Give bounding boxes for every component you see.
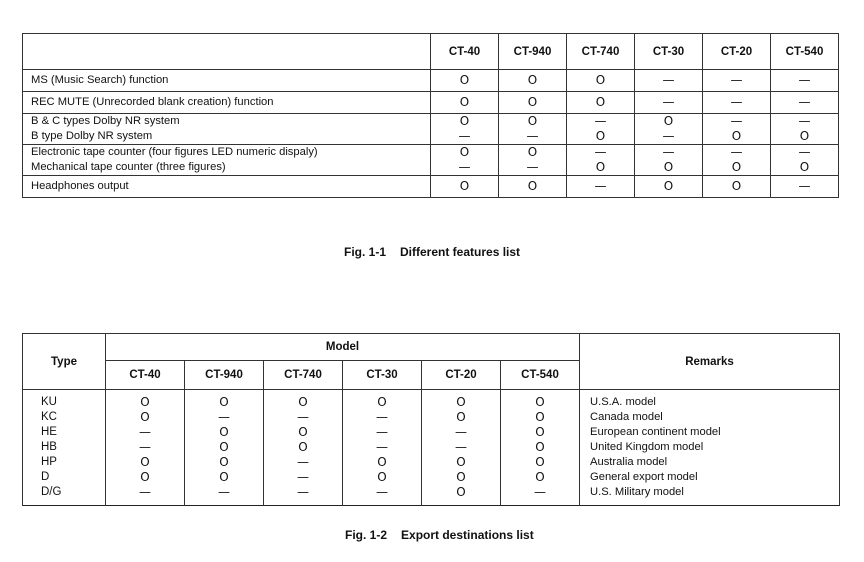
destination-type: HP xyxy=(41,456,57,468)
feature-row xyxy=(23,70,839,92)
feature-row xyxy=(23,176,839,198)
destination-mark: O xyxy=(456,485,466,499)
export-table xyxy=(22,333,840,506)
destination-mark: O xyxy=(219,425,229,439)
destination-mark: — xyxy=(218,485,230,499)
feature-mark: O xyxy=(459,95,470,109)
model-column xyxy=(106,390,185,506)
model-header: CT-40 xyxy=(431,34,499,70)
feature-mark-cell xyxy=(703,92,771,114)
destination-remark: European continent model xyxy=(590,426,721,438)
model-group-header: Model xyxy=(106,334,580,361)
feature-mark: — xyxy=(798,114,811,128)
feature-mark-cell xyxy=(431,145,499,176)
export-body xyxy=(23,390,840,506)
features-header-row xyxy=(23,34,839,70)
features-caption-number: Fig. 1-1 xyxy=(344,245,387,259)
destination-remark: U.S.A. model xyxy=(590,396,656,408)
feature-label: B type Dolby NR system xyxy=(31,130,153,142)
destination-mark: — xyxy=(139,485,151,499)
feature-mark: — xyxy=(730,114,743,128)
remarks-header: Remarks xyxy=(580,334,840,390)
destination-mark: — xyxy=(455,425,467,439)
feature-mark: — xyxy=(594,179,607,193)
feature-mark: O xyxy=(459,73,470,87)
feature-mark: O xyxy=(527,95,538,109)
destination-mark: O xyxy=(535,470,545,484)
model-header: CT-20 xyxy=(422,361,501,390)
model-column xyxy=(264,390,343,506)
export-caption-number: Fig. 1-2 xyxy=(345,528,388,542)
destination-mark: O xyxy=(535,395,545,409)
model-header: CT-540 xyxy=(771,34,839,70)
destination-mark: O xyxy=(456,410,466,424)
destination-mark: — xyxy=(376,425,388,439)
feature-label-cell xyxy=(23,114,431,145)
feature-mark-cell xyxy=(567,92,635,114)
feature-mark: — xyxy=(458,160,471,174)
feature-mark: O xyxy=(731,129,742,143)
destination-mark: O xyxy=(219,470,229,484)
destination-mark: O xyxy=(535,440,545,454)
feature-mark: — xyxy=(662,145,675,159)
export-caption xyxy=(345,528,534,542)
model-column xyxy=(422,390,501,506)
feature-mark: — xyxy=(594,114,607,128)
destination-type: HB xyxy=(41,441,57,453)
feature-label: Electronic tape counter (four figures LED numeric dispaly) xyxy=(31,146,318,158)
feature-row xyxy=(23,145,839,176)
feature-mark-cell xyxy=(499,145,567,176)
destination-remark: United Kingdom model xyxy=(590,441,704,453)
feature-mark-cell xyxy=(703,70,771,92)
feature-label-cell xyxy=(23,176,431,198)
feature-mark: O xyxy=(527,114,538,128)
feature-mark-cell xyxy=(431,70,499,92)
destination-mark: O xyxy=(219,440,229,454)
feature-mark: — xyxy=(730,73,743,87)
feature-mark-cell xyxy=(499,70,567,92)
feature-row xyxy=(23,114,839,145)
feature-mark-cell xyxy=(771,92,839,114)
feature-mark-cell xyxy=(499,114,567,145)
destination-mark: — xyxy=(297,470,309,484)
destination-mark: — xyxy=(376,485,388,499)
feature-label-cell xyxy=(23,92,431,114)
destination-mark: — xyxy=(297,410,309,424)
feature-mark: O xyxy=(459,114,470,128)
destination-remark: U.S. Military model xyxy=(590,486,684,498)
destination-type: D/G xyxy=(41,486,62,498)
feature-mark: O xyxy=(595,73,606,87)
feature-mark-cell xyxy=(431,92,499,114)
destination-mark: — xyxy=(455,440,467,454)
feature-mark-cell xyxy=(635,145,703,176)
feature-mark-cell xyxy=(703,114,771,145)
destination-mark: O xyxy=(140,410,150,424)
feature-mark: — xyxy=(458,129,471,143)
destination-mark: — xyxy=(376,410,388,424)
model-header: CT-540 xyxy=(501,361,580,390)
feature-mark-cell xyxy=(499,176,567,198)
feature-mark-cell xyxy=(499,92,567,114)
feature-mark: O xyxy=(595,160,606,174)
model-header: CT-20 xyxy=(703,34,771,70)
type-column xyxy=(23,390,106,506)
destination-type: HE xyxy=(41,426,57,438)
destination-mark: O xyxy=(219,395,229,409)
export-header-row xyxy=(23,334,840,361)
feature-label-cell xyxy=(23,70,431,92)
feature-mark-cell xyxy=(431,176,499,198)
feature-mark: O xyxy=(663,114,674,128)
feature-mark: O xyxy=(663,160,674,174)
feature-mark-cell xyxy=(635,114,703,145)
feature-mark-cell xyxy=(635,176,703,198)
destination-remark: Canada model xyxy=(590,411,663,423)
destination-mark: — xyxy=(218,410,230,424)
model-header: CT-40 xyxy=(106,361,185,390)
destination-mark: — xyxy=(534,485,546,499)
feature-label-cell xyxy=(23,145,431,176)
feature-mark: O xyxy=(459,145,470,159)
feature-mark: — xyxy=(662,129,675,143)
destination-mark: O xyxy=(377,455,387,469)
feature-mark: O xyxy=(663,179,674,193)
destination-mark: O xyxy=(535,425,545,439)
feature-mark-cell xyxy=(703,145,771,176)
feature-mark: O xyxy=(527,73,538,87)
feature-mark-cell xyxy=(703,176,771,198)
feature-mark-cell xyxy=(635,70,703,92)
destination-mark: O xyxy=(140,395,150,409)
export-caption-text: Export destinations list xyxy=(401,528,534,542)
feature-label: MS (Music Search) function xyxy=(31,74,169,86)
destination-mark: O xyxy=(298,395,308,409)
destination-mark: O xyxy=(456,455,466,469)
feature-mark: O xyxy=(731,160,742,174)
destination-mark: O xyxy=(140,470,150,484)
feature-mark: — xyxy=(662,73,675,87)
feature-mark-cell xyxy=(771,114,839,145)
feature-mark: — xyxy=(730,95,743,109)
feature-mark: — xyxy=(798,95,811,109)
features-corner-cell xyxy=(23,34,431,70)
feature-mark: O xyxy=(799,129,810,143)
destination-mark: — xyxy=(139,425,151,439)
destination-mark: O xyxy=(535,410,545,424)
model-header: CT-30 xyxy=(343,361,422,390)
destination-mark: O xyxy=(456,395,466,409)
feature-label: Mechanical tape counter (three figures) xyxy=(31,161,226,173)
feature-mark-cell xyxy=(567,70,635,92)
destination-mark: O xyxy=(219,455,229,469)
feature-mark: — xyxy=(526,129,539,143)
feature-mark: O xyxy=(527,179,538,193)
model-header: CT-940 xyxy=(499,34,567,70)
destination-mark: O xyxy=(377,470,387,484)
destination-mark: — xyxy=(297,455,309,469)
destination-type: D xyxy=(41,471,50,483)
destination-mark: O xyxy=(298,425,308,439)
feature-mark-cell xyxy=(567,176,635,198)
model-header: CT-940 xyxy=(185,361,264,390)
feature-label: REC MUTE (Unrecorded blank creation) function xyxy=(31,96,274,108)
model-header: CT-740 xyxy=(264,361,343,390)
feature-mark: O xyxy=(595,95,606,109)
remarks-column xyxy=(580,390,840,506)
feature-mark-cell xyxy=(567,114,635,145)
model-column xyxy=(501,390,580,506)
destination-mark: — xyxy=(297,485,309,499)
feature-mark: O xyxy=(459,179,470,193)
destination-type: KU xyxy=(41,396,57,408)
feature-label: B & C types Dolby NR system xyxy=(31,115,180,127)
feature-mark-cell xyxy=(567,145,635,176)
feature-mark: O xyxy=(595,129,606,143)
feature-mark: — xyxy=(526,160,539,174)
feature-mark-cell xyxy=(431,114,499,145)
type-header: Type xyxy=(23,334,106,390)
feature-mark: O xyxy=(527,145,538,159)
features-caption-text: Different features list xyxy=(400,245,521,259)
feature-mark-cell xyxy=(635,92,703,114)
destination-mark: O xyxy=(140,455,150,469)
feature-mark-cell xyxy=(771,176,839,198)
feature-mark: — xyxy=(798,179,811,193)
destination-remark: General export model xyxy=(590,471,698,483)
feature-mark: — xyxy=(798,73,811,87)
destination-mark: O xyxy=(298,440,308,454)
feature-mark: — xyxy=(594,145,607,159)
feature-mark: O xyxy=(799,160,810,174)
feature-mark: — xyxy=(730,145,743,159)
model-column xyxy=(343,390,422,506)
feature-mark: — xyxy=(662,95,675,109)
feature-mark: — xyxy=(798,145,811,159)
model-header: CT-30 xyxy=(635,34,703,70)
features-caption xyxy=(344,245,520,259)
destination-mark: O xyxy=(377,395,387,409)
feature-label: Headphones output xyxy=(31,180,129,192)
feature-row xyxy=(23,92,839,114)
destination-type: KC xyxy=(41,411,57,423)
feature-mark-cell xyxy=(771,145,839,176)
model-column xyxy=(185,390,264,506)
model-header: CT-740 xyxy=(567,34,635,70)
features-table xyxy=(22,33,839,198)
destination-mark: O xyxy=(535,455,545,469)
destination-mark: — xyxy=(376,440,388,454)
feature-mark: O xyxy=(731,179,742,193)
destination-remark: Australia model xyxy=(590,456,668,468)
destination-mark: O xyxy=(456,470,466,484)
feature-mark-cell xyxy=(771,70,839,92)
destination-mark: — xyxy=(139,440,151,454)
